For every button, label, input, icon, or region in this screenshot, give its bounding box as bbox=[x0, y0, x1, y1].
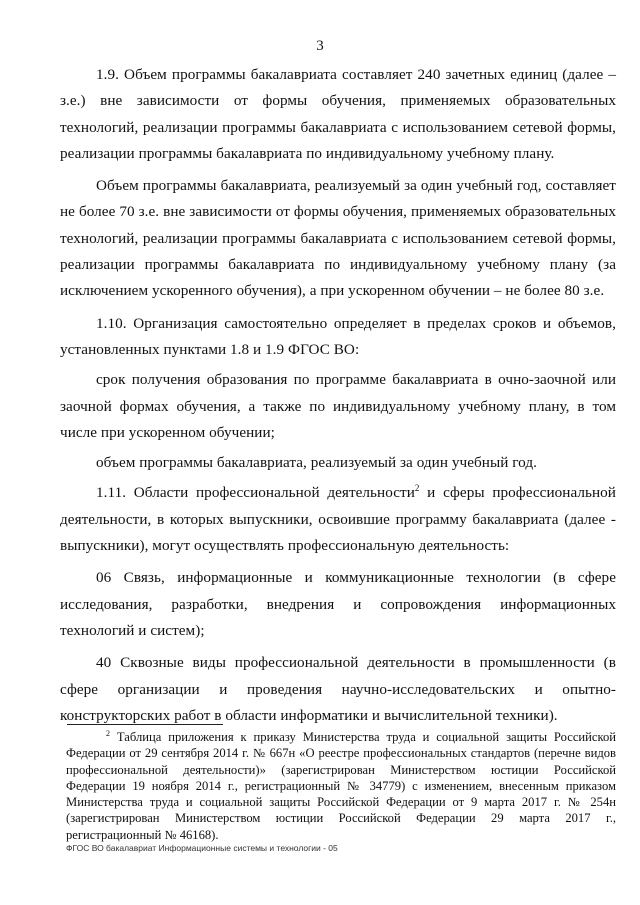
paragraph-1-10: 1.10. Организация самостоятельно определяет в пределах сроков и объемов, установленных пунктами 1.8 и 1.9 ФГОС ВО: bbox=[60, 314, 616, 358]
paragraph-annual-volume: Объем программы бакалавриата, реализуемый за один учебный год, составляет не более 70 з.е. вне зависимости от формы обучения, применяемых образовательных технологий, реализации программы бакалавриата с использованием сетевой формы, реализации программы бакалавриата по индивидуальному учебному плану (за исключением ускоренного обучения), а при ускоренном обучении – не более 80 з.е. bbox=[60, 177, 616, 300]
footnote-text: Таблица приложения к приказу Министерства труда и социальной защиты Российской Федерации от 29 сентября 2014 г. № 667н «О реестре профессиональных стандартов (перечне видов профессиональной деятельности)» (зарегистрирован Министерством юстиции Российской Федерации 19 ноября 2014 г., регистрационный № 34779) с изменением, внесенным приказом Министерства труда и социальной защиты Российской Федерации от 9 марта 2017 г. № 254н (зарегистрирован Министерством юстиции Российской Федерации 29 марта 2017 г., регистрационный № 46168). bbox=[66, 730, 616, 842]
paragraph-1-11 bbox=[60, 480, 616, 559]
paragraph-area-06: 06 Связь, информационные и коммуникационные технологии (в сфере исследования, разработки, внедрения и сопровождения информационных технологий и систем); bbox=[60, 569, 616, 639]
document-body bbox=[60, 62, 616, 735]
paragraph-1-9: 1.9. Объем программы бакалавриата составляет 240 зачетных единиц (далее – з.е.) вне зависимости от формы обучения, применяемых образовательных технологий, реализации программы бакалавриата с использованием сетевой формы, реализации программы бакалавриата по индивидуальному учебному плану. bbox=[60, 66, 616, 162]
page-number: 3 bbox=[316, 38, 324, 54]
page-footer: ФГОС ВО бакалавриат Информационные системы и технологии - 05 bbox=[66, 843, 338, 853]
footnote-mark: 2 bbox=[106, 728, 110, 738]
paragraph-annual-volume-item: объем программы бакалавриата, реализуемый за один учебный год. bbox=[96, 454, 537, 472]
footnote-separator bbox=[67, 724, 223, 725]
footnote-reference: 2 bbox=[414, 483, 420, 494]
footnote bbox=[66, 729, 616, 843]
paragraph-study-period: срок получения образования по программе бакалавриата в очно-заочной или заочной формах обучения, а также по индивидуальному учебному плану, в том числе при ускоренном обучении; bbox=[60, 371, 616, 441]
paragraph-1-11-start: 1.11. Области профессиональной деятельности bbox=[96, 484, 415, 502]
paragraph-1-11-end: и сферы профессиональной деятельности, в которых выпускники, освоившие программу бакалавриата (далее - выпускники), могут осуществлять профессиональную деятельность: bbox=[60, 484, 616, 555]
paragraph-area-40: 40 Сквозные виды профессиональной деятельности в промышленности (в сфере организации и проведения научно-исследовательских и опытно-конструкторских работ в области информатики и вычислительной техники). bbox=[60, 654, 616, 724]
